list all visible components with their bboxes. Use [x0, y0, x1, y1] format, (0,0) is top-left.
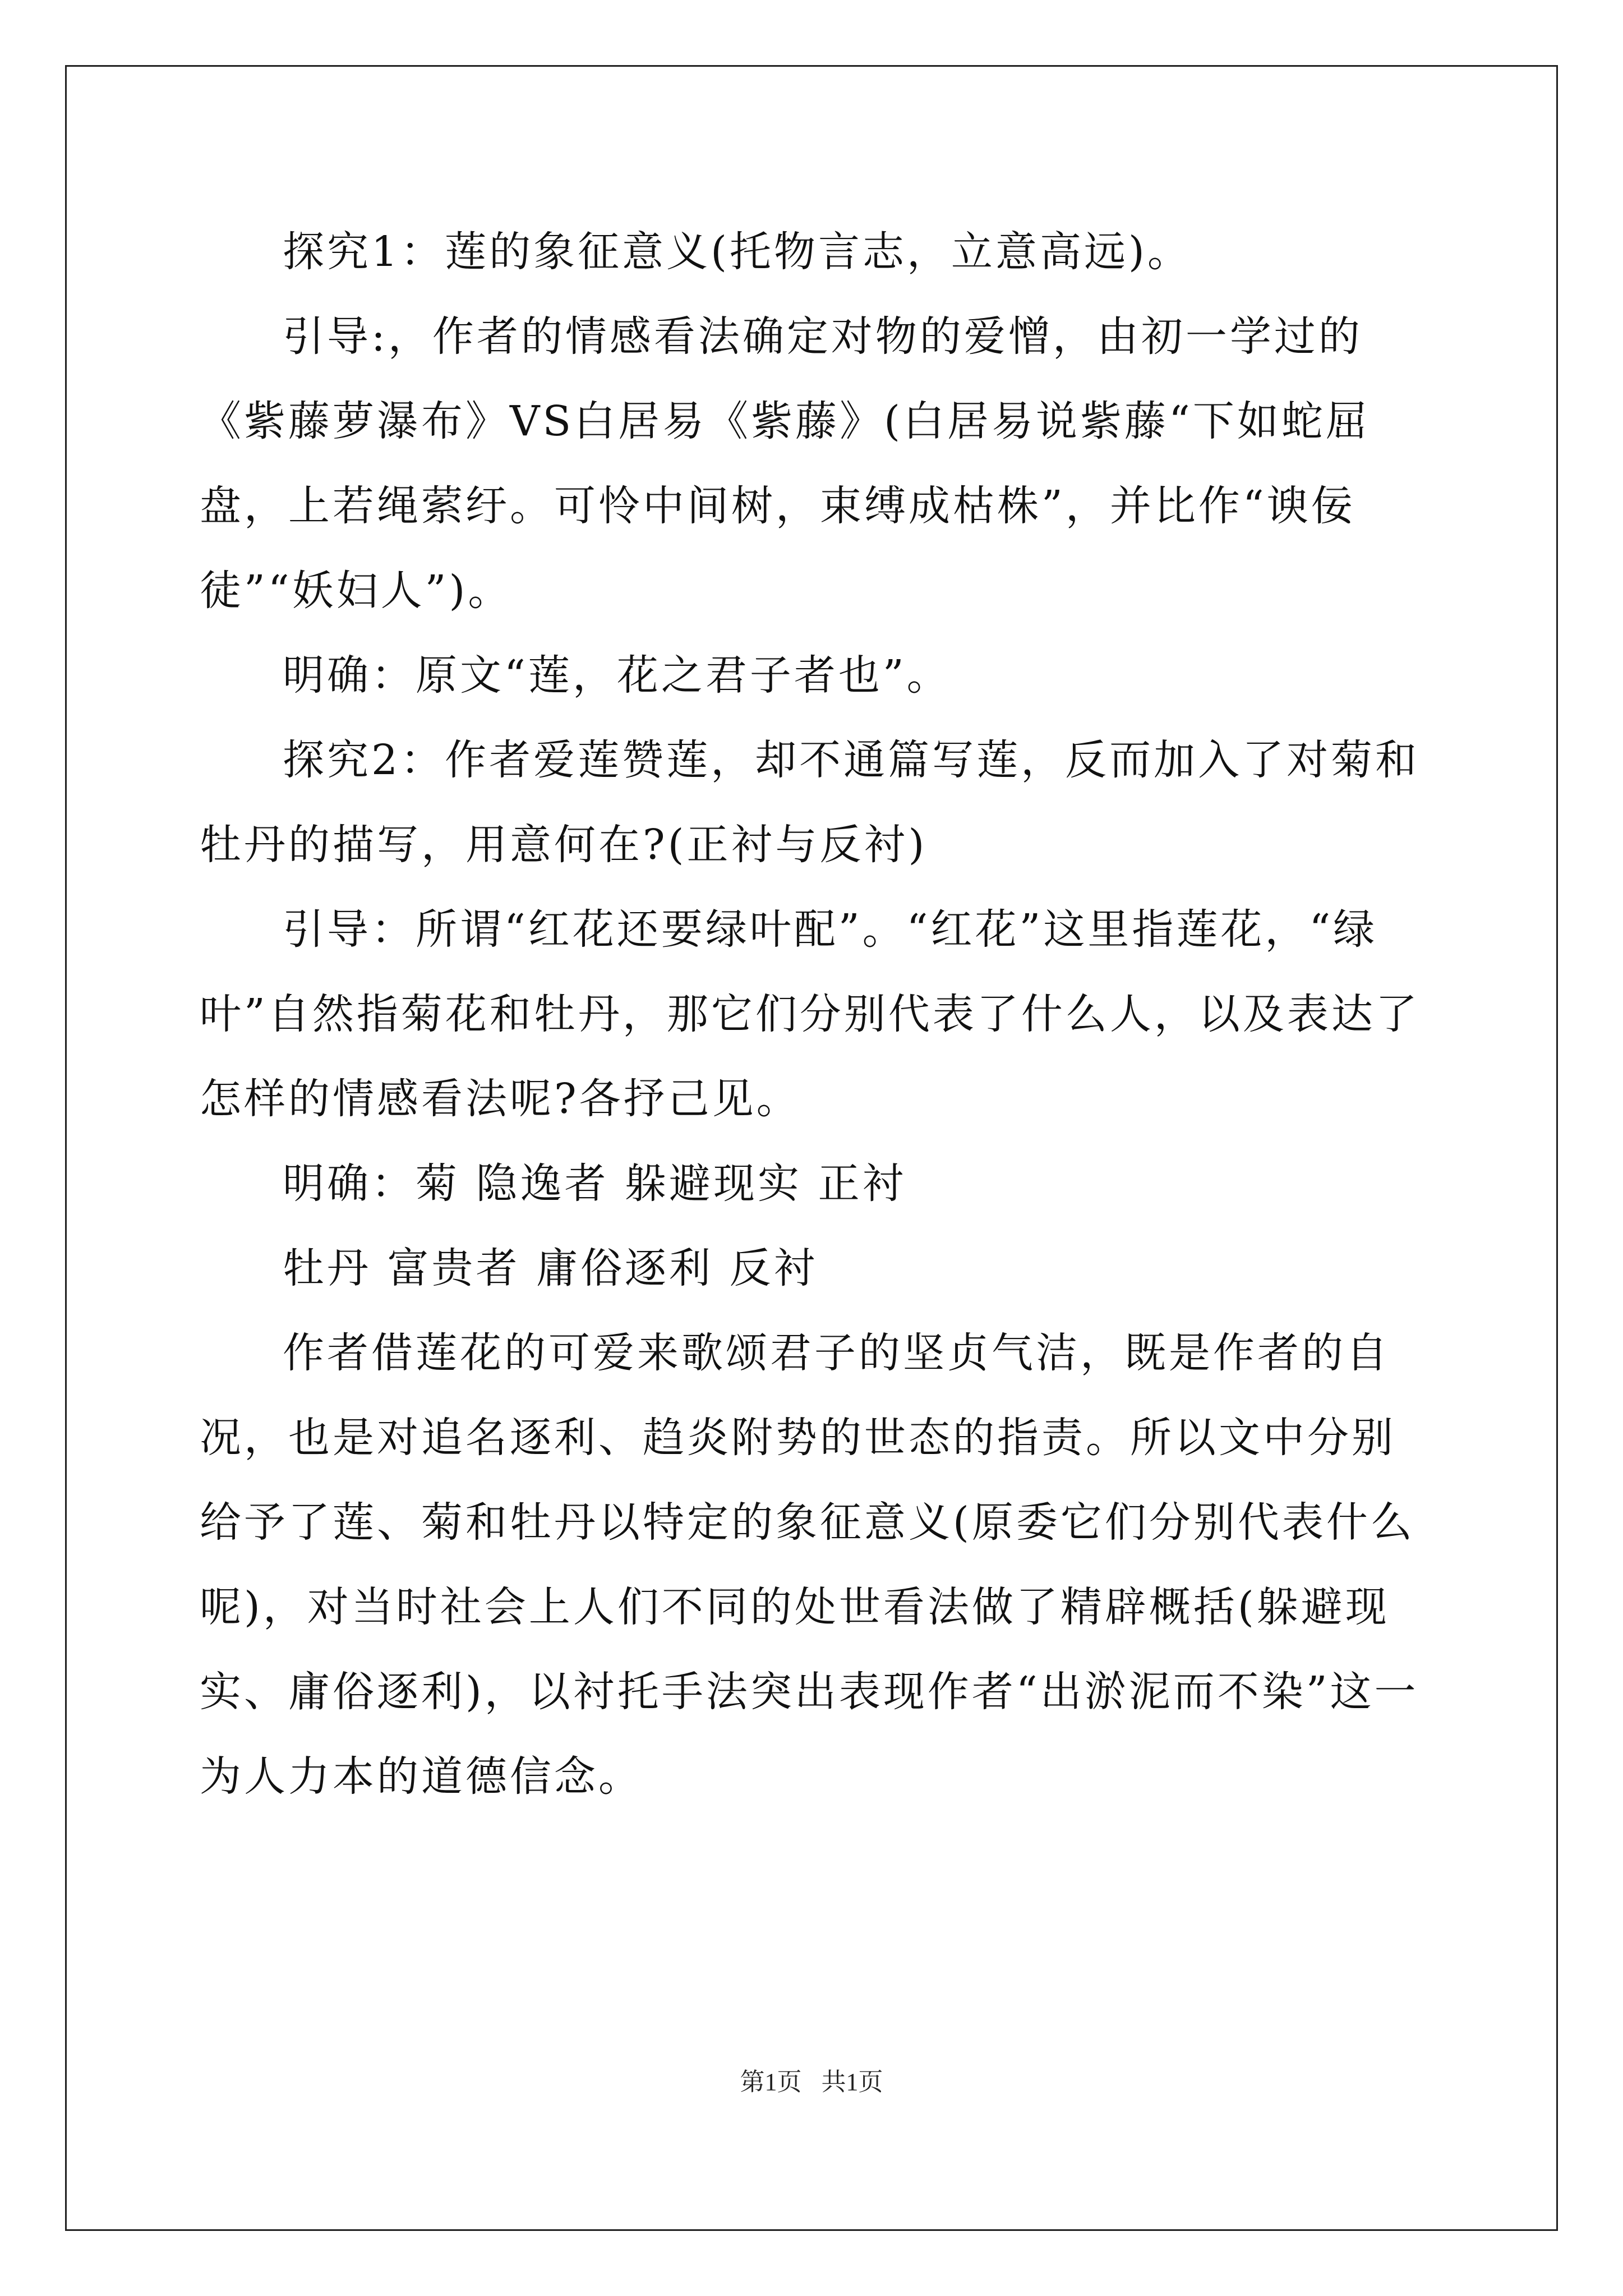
- page-total: 共1页: [821, 2068, 883, 2096]
- paragraph-inquiry-1: 探究1：莲的象征意义(托物言志，立意高远)。: [283, 228, 1192, 276]
- paragraph-clarify-1: 明确：原文“莲，花之君子者也”。: [283, 651, 951, 700]
- paragraph-summary: 作者借莲花的可爱来歌颂君子的坚贞气洁，既是作者的自况，也是对追名逐利、趋炎附势的世态的指责。所以文中分别给予了莲、菊和牡丹以特定的象征意义(原委它们分别代表什么呢)，对当时社会上人们不同的处世看法做了精辟概括(躲避现实、庸俗逐利)，以衬托手法突出表现作者“出淤泥而不染”这一为人力本的道德信念。: [200, 1329, 1419, 1801]
- paragraph-inquiry-2: 探究2：作者爱莲赞莲，却不通篇写莲，反而加入了对菊和牡丹的描写，用意何在?(正衬与反衬): [200, 736, 1420, 869]
- page-footer: [0, 2062, 1623, 2097]
- page-number: 第1页: [740, 2068, 802, 2096]
- paragraph-clarify-2: 明确：菊 隐逸者 躲避现实 正衬: [283, 1159, 907, 1208]
- document-body: [200, 210, 1428, 1819]
- paragraph-peony-line: 牡丹 富贵者 庸俗逐利 反衬: [283, 1244, 818, 1292]
- paragraph-guide-2: 引导：所谓“红花还要绿叶配”。“红花”这里指莲花，“绿叶”自然指菊花和牡丹，那它们分别代表了什么人，以及表达了怎样的情感看法呢?各抒己见。: [200, 905, 1420, 1123]
- paragraph-guide-1: 引导:，作者的情感看法确定对物的爱憎，由初一学过的《紫藤萝瀑布》VS白居易《紫藤》(白居易说紫藤“下如蛇屈盘，上若绳萦纡。可怜中间树，束缚成枯株”，并比作“谀佞徒”“妖妇人”)。: [200, 312, 1370, 615]
